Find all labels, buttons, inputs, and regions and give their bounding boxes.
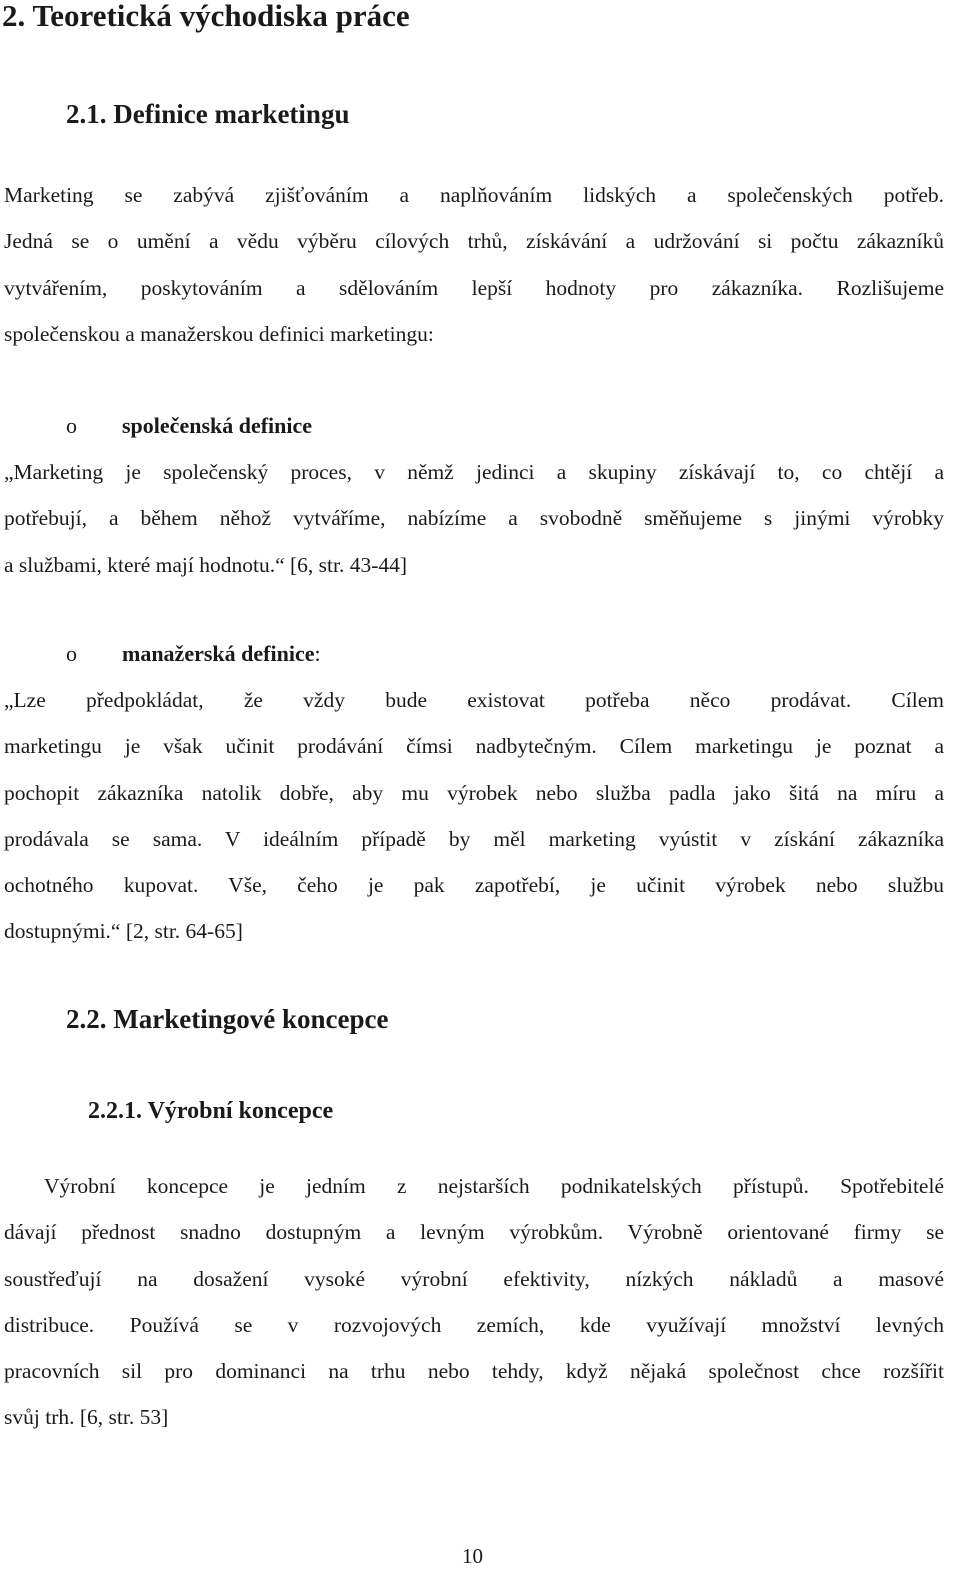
quote-line: marketingu je však učinit prodávání čímsi nadbytečným. Cílem marketingu je poznat a bbox=[4, 734, 944, 759]
paragraph-line: svůj trh. [6, str. 53] bbox=[4, 1405, 169, 1430]
section-2-1-heading: 2.1. Definice marketingu bbox=[66, 99, 350, 129]
quote-line: dostupnými.“ [2, str. 64-65] bbox=[4, 919, 243, 944]
section-2-2-1-heading: 2.2.1. Výrobní koncepce bbox=[88, 1098, 334, 1124]
intro-line: společenskou a manažerskou definici marketingu: bbox=[4, 321, 434, 346]
bullet-term: manažerská definice bbox=[122, 641, 315, 666]
bullet-suffix: : bbox=[314, 641, 321, 666]
intro-line: Jedná se o umění a vědu výběru cílových trhů, získávání a udržování si počtu zákazníků bbox=[4, 229, 944, 254]
intro-paragraph bbox=[4, 172, 944, 357]
quote-line: „Lze předpokládat, že vždy bude existovat potřeba něco prodávat. Cílem bbox=[4, 688, 944, 712]
intro-line: vytvářením, poskytováním a sdělováním lepší hodnoty pro zákazníka. Rozlišujeme bbox=[4, 275, 944, 300]
bullet-managerial-definition bbox=[66, 638, 321, 670]
paragraph-line: Výrobní koncepce je jedním z nejstarších podnikatelských přístupů. Spotřebitelé bbox=[44, 1174, 944, 1198]
quote-line: pochopit zákazníka natolik dobře, aby mu výrobek nebo služba padla jako šitá na míru a bbox=[4, 780, 944, 805]
quote-social-definition bbox=[4, 449, 944, 588]
paragraph-line: soustřeďují na dosažení vysoké výrobní efektivity, nízkých nákladů a masové bbox=[4, 1266, 944, 1291]
bullet-marker: o bbox=[66, 413, 77, 438]
quote-line: potřebují, a během něhož vytváříme, nabízíme a svobodně směňujeme s jinými výrobky bbox=[4, 506, 944, 531]
bullet-term: společenská definice bbox=[122, 413, 313, 438]
page-number: 10 bbox=[462, 1544, 483, 1568]
quote-line: a službami, které mají hodnotu.“ [6, str. 43-44] bbox=[4, 552, 408, 577]
quote-line: prodávala se sama. V ideálním případě by měl marketing vyústit v získání zákazníka bbox=[4, 826, 944, 851]
section-2-2-heading: 2.2. Marketingové koncepce bbox=[66, 1004, 389, 1034]
paragraph-line: distribuce. Používá se v rozvojových zemích, kde využívají množství levných bbox=[4, 1312, 944, 1337]
paragraph-line: dávají přednost snadno dostupným a levným výrobkům. Výrobně orientované firmy se bbox=[4, 1220, 944, 1245]
chapter-heading: 2. Teoretická východiska práce bbox=[2, 0, 410, 33]
bullet-marker: o bbox=[66, 641, 77, 666]
intro-line: Marketing se zabývá zjišťováním a naplňováním lidských a společenských potřeb. bbox=[4, 183, 944, 207]
quote-managerial-definition bbox=[4, 677, 944, 955]
production-concept-paragraph bbox=[4, 1163, 944, 1441]
quote-line: ochotného kupovat. Vše, čeho je pak zapotřebí, je učinit výrobek nebo službu bbox=[4, 873, 944, 898]
bullet-social-definition bbox=[66, 410, 312, 442]
paragraph-line: pracovních sil pro dominanci na trhu nebo tehdy, když nějaká společnost chce rozšířit bbox=[4, 1359, 944, 1384]
quote-line: „Marketing je společenský proces, v němž jedinci a skupiny získávají to, co chtějí a bbox=[4, 460, 944, 484]
